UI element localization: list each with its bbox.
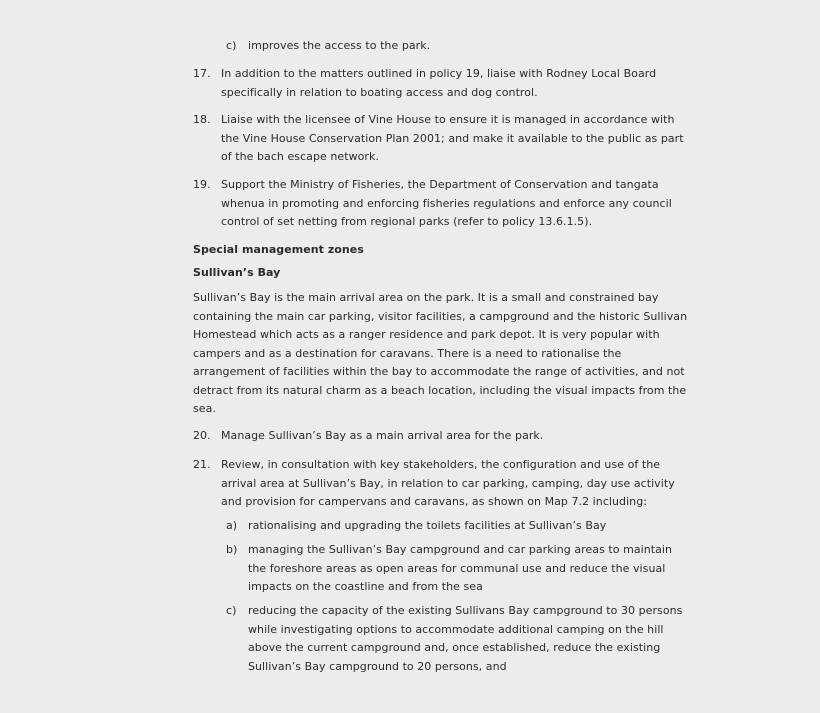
list-marker: b) xyxy=(226,543,238,556)
policy-number-17: 17. xyxy=(193,67,211,80)
list-marker: c) xyxy=(226,39,237,52)
paragraph-line: sea. xyxy=(193,402,216,415)
policy-number-21: 21. xyxy=(193,458,211,471)
paragraph-line: Sullivan’s Bay is the main arrival area on the park. It is a small and constrained bay xyxy=(193,291,659,304)
policy-19-line: control of set netting from regional parks (refer to policy 13.6.1.5). xyxy=(221,215,593,228)
paragraph-line: campers and as a destination for caravans. There is a need to rationalise the xyxy=(193,346,622,360)
paragraph-line: detract from its natural charm as a beach location, including the visual impacts from the xyxy=(193,383,687,397)
list-item-text: above the current campground and, once established, reduce the existing xyxy=(248,641,661,654)
policy-number-20: 20. xyxy=(193,429,211,442)
policy-18-line: the Vine House Conservation Plan 2001; and make it available to the public as part xyxy=(221,131,684,145)
policy-19-line: Support the Ministry of Fisheries, the Department of Conservation and tangata xyxy=(221,178,659,191)
subsection-heading: Sullivan’s Bay xyxy=(193,266,281,279)
paragraph-line: Homestead which acts as a ranger residence and park depot. It is very popular with xyxy=(193,328,660,341)
list-item-text: while investigating options to accommodate additional camping on the hill xyxy=(248,622,664,636)
policy-19-line: whenua in promoting and enforcing fisheries regulations and enforce any council xyxy=(221,196,672,210)
list-item-text: reducing the capacity of the existing Sullivans Bay campground to 30 persons xyxy=(248,604,683,617)
list-item-text: managing the Sullivan’s Bay campground and car parking areas to maintain xyxy=(248,543,673,556)
list-item-text: Sullivan’s Bay campground to 20 persons, and xyxy=(248,659,507,673)
policy-21-line: arrival area at Sullivan’s Bay, in relation to car parking, camping, day use activity xyxy=(221,476,675,490)
section-heading: Special management zones xyxy=(193,243,364,256)
policy-17-line: In addition to the matters outlined in policy 19, liaise with Rodney Local Board xyxy=(221,67,657,80)
paragraph-line: containing the main car parking, visitor facilities, a campground and the historic Sullivan xyxy=(193,309,688,323)
policy-number-18: 18. xyxy=(193,113,211,126)
policy-18-line: of the bach escape network. xyxy=(221,150,379,163)
list-item-text: the foreshore areas as open areas for communal use and reduce the visual xyxy=(248,561,666,575)
list-item-text: improves the access to the park. xyxy=(248,39,431,52)
policy-17-line: specifically in relation to boating access and dog control. xyxy=(221,85,538,99)
list-marker: a) xyxy=(226,519,238,532)
policy-21-line: and provision for campervans and caravans, as shown on Map 7.2 including: xyxy=(221,495,647,508)
policy-20-line: Manage Sullivan’s Bay as a main arrival area for the park. xyxy=(221,429,544,442)
policy-21-line: Review, in consultation with key stakeholders, the configuration and use of the xyxy=(221,458,661,471)
list-item-text: rationalising and upgrading the toilets facilities at Sullivan’s Bay xyxy=(248,519,607,532)
paragraph-line: arrangement of facilities within the bay to accommodate the range of activities, and not xyxy=(193,365,685,378)
list-item-text: impacts on the coastline and from the sea xyxy=(248,580,483,593)
list-marker: c) xyxy=(226,604,237,617)
policy-number-19: 19. xyxy=(193,178,211,191)
policy-18-line: Liaise with the licensee of Vine House to ensure it is managed in accordance with xyxy=(221,113,675,126)
